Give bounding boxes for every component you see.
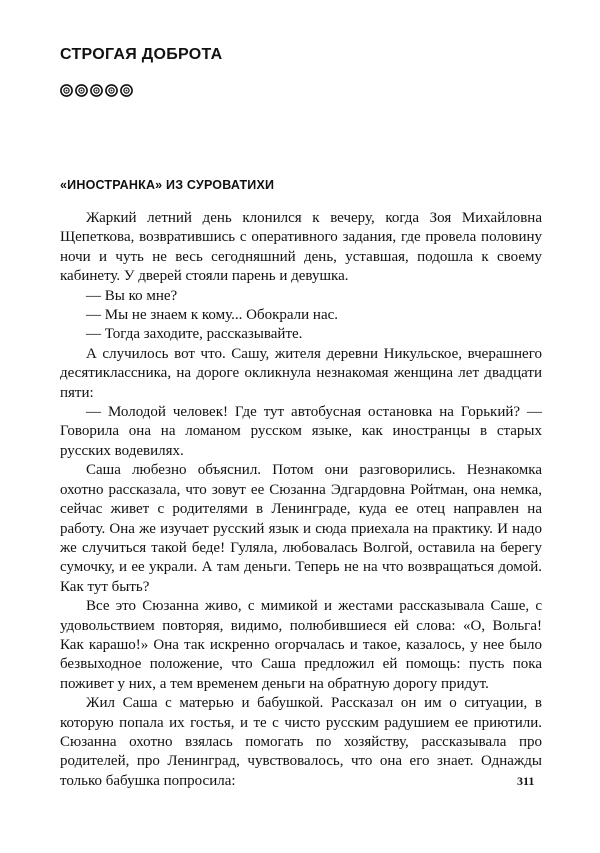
- dialogue-line: — Вы ко мне?: [86, 287, 178, 304]
- paragraph: Жил Саша с матерью и бабушкой. Рассказал он им о ситуации, в которую попала их гостья, и те с чисто русским радушием ее приютили. Сюзанна охотно взялась помогать по хозяйству, рассказывала про родителей, про Ленинград, чувствовалось, что она его знает. Однажды только бабушка попросила:: [60, 695, 542, 789]
- paragraph: Жаркий летний день клонился к вечеру, когда Зоя Михайловна Щепеткова, возвратившись с оперативного задания, где провела половину ночи и чуть не весь сегодняшний день, уставшая, подошла к своему кабинету. У дверей стояли парень и девушка.: [60, 210, 542, 285]
- rosette-icon: [120, 84, 133, 97]
- dialogue-line: — Тогда заходите, рассказывайте.: [86, 326, 303, 343]
- body-text: [60, 209, 542, 791]
- ornament-row: [60, 84, 133, 97]
- paragraph: А случилось вот что. Сашу, жителя деревни Никульское, вчерашнего десятиклассника, на дороге окликнула незнакомая женщина лет двадцати пяти:: [60, 345, 542, 401]
- rosette-icon: [90, 84, 103, 97]
- page-number: 311: [517, 774, 535, 788]
- rosette-icon: [75, 84, 88, 97]
- dialogue-line: — Молодой человек! Где тут автобусная остановка на Горький? — Говорила она на ломаном русском языке, как иностранцы в старых русских водевилях.: [60, 404, 542, 459]
- chapter-title: СТРОГАЯ ДОБРОТА: [60, 46, 223, 63]
- paragraph: Саша любезно объяснил. Потом они разговорились. Незнакомка охотно рассказала, что зовут ее Сюзанна Эдгардовна Ройтман, она немка, сейчас живет с родителями в Ленинграде, куда ее отец направлен на работу. Она же изучает русский язык и сюда приехала на практику. И надо же случиться такой беде! Гуляла, любовалась Волгой, оставила на берегу сумочку, и ее украли. А там деньги. Теперь не на что возвращаться домой. Как тут быть?: [60, 462, 542, 595]
- paragraph: Все это Сюзанна живо, с мимикой и жестами рассказывала Саше, с удовольствием повторяя, видимо, полюбившиеся ей слова: «О, Вольга! Как карашо!» Она так искренно огорчалась и такое, казалось, у нее было безвыходное положение, что Саша предложил ей помощь: пусть пока поживет у них, а тем временем деньги на обратную дорогу придут.: [60, 598, 542, 692]
- section-heading: «ИНОСТРАНКА» ИЗ СУРОВАТИХИ: [60, 178, 275, 192]
- dialogue-line: — Мы не знаем к кому... Обокрали нас.: [86, 307, 339, 324]
- rosette-icon: [105, 84, 118, 97]
- rosette-icon: [60, 84, 73, 97]
